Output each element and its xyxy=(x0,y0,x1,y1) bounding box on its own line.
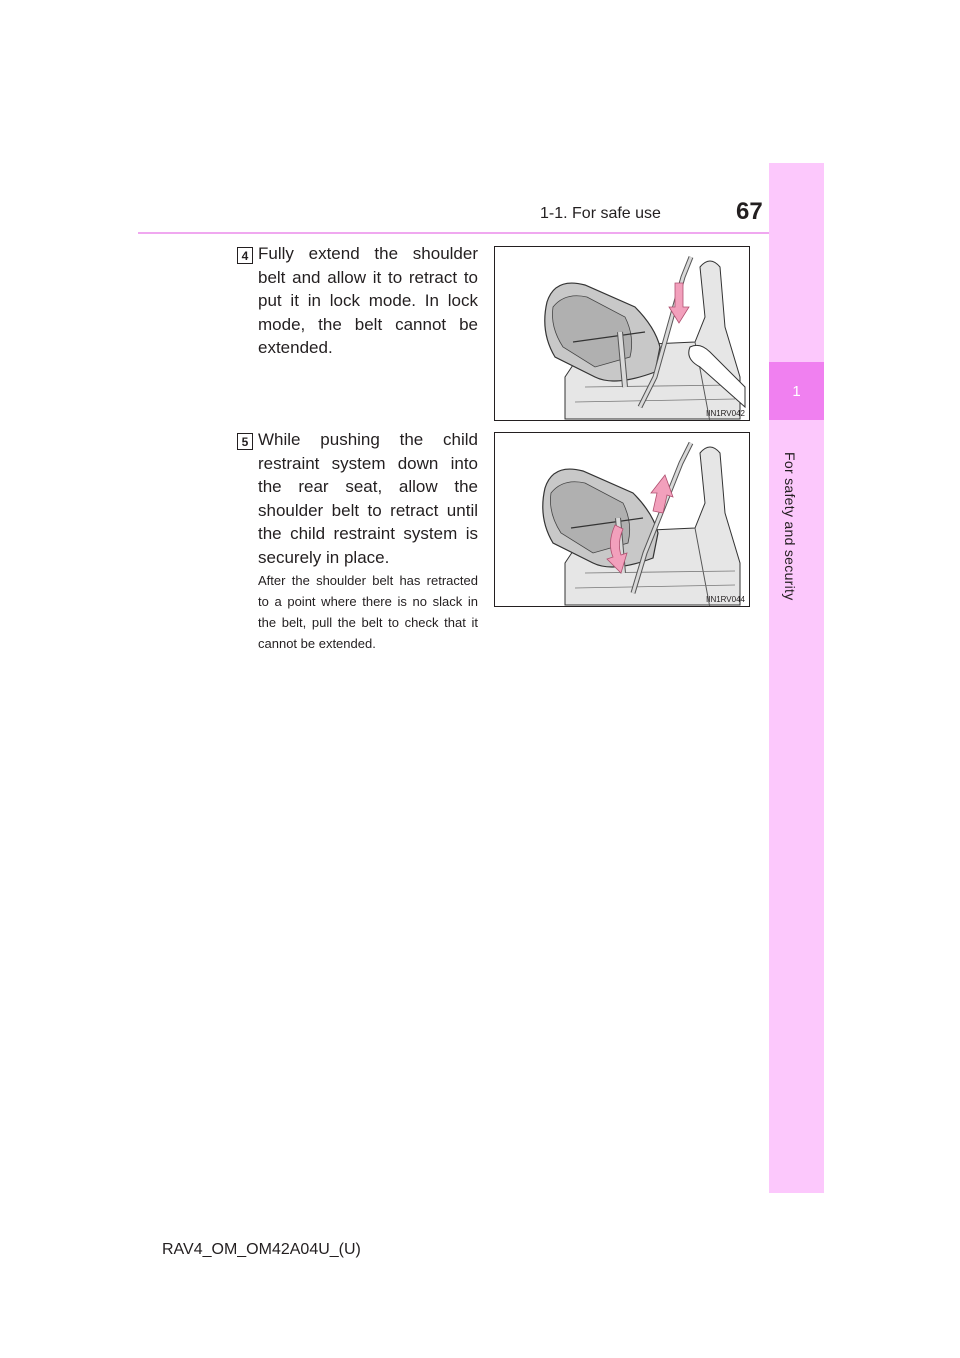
step-4-text: Fully extend the shoulder belt and allow it to retract to put it in lock mode. In lock mode, the belt cannot be extended. xyxy=(258,244,478,357)
page-number: 67 xyxy=(736,198,763,225)
step-5-badge: 5 xyxy=(237,433,253,450)
step-5-text: While pushing the child restraint system down into the rear seat, allow the shoulder belt to retract until the child restraint system is securely in place. xyxy=(258,430,478,567)
step-5-figure xyxy=(494,432,750,607)
chapter-side-tab[interactable] xyxy=(769,163,824,1193)
chapter-title-vertical: For safety and security xyxy=(782,452,798,601)
figure-code: IIN1RV044 xyxy=(706,595,745,604)
section-title: 1-1. For safe use xyxy=(540,205,661,222)
child-seat-push-illustration xyxy=(495,433,749,606)
figure-code: IIN1RV042 xyxy=(706,409,745,418)
step-4-figure xyxy=(494,246,750,421)
chapter-number-tab[interactable]: 1 xyxy=(769,362,824,420)
step-4-badge: 4 xyxy=(237,247,253,264)
step-5-note: After the shoulder belt has retracted to a point where there is no slack in the belt, pull the belt to check that it cannot be extended. xyxy=(258,573,478,651)
header-divider xyxy=(138,232,824,234)
child-seat-lock-illustration xyxy=(495,247,749,420)
manual-code: RAV4_OM_OM42A04U_(U) xyxy=(162,1241,361,1258)
